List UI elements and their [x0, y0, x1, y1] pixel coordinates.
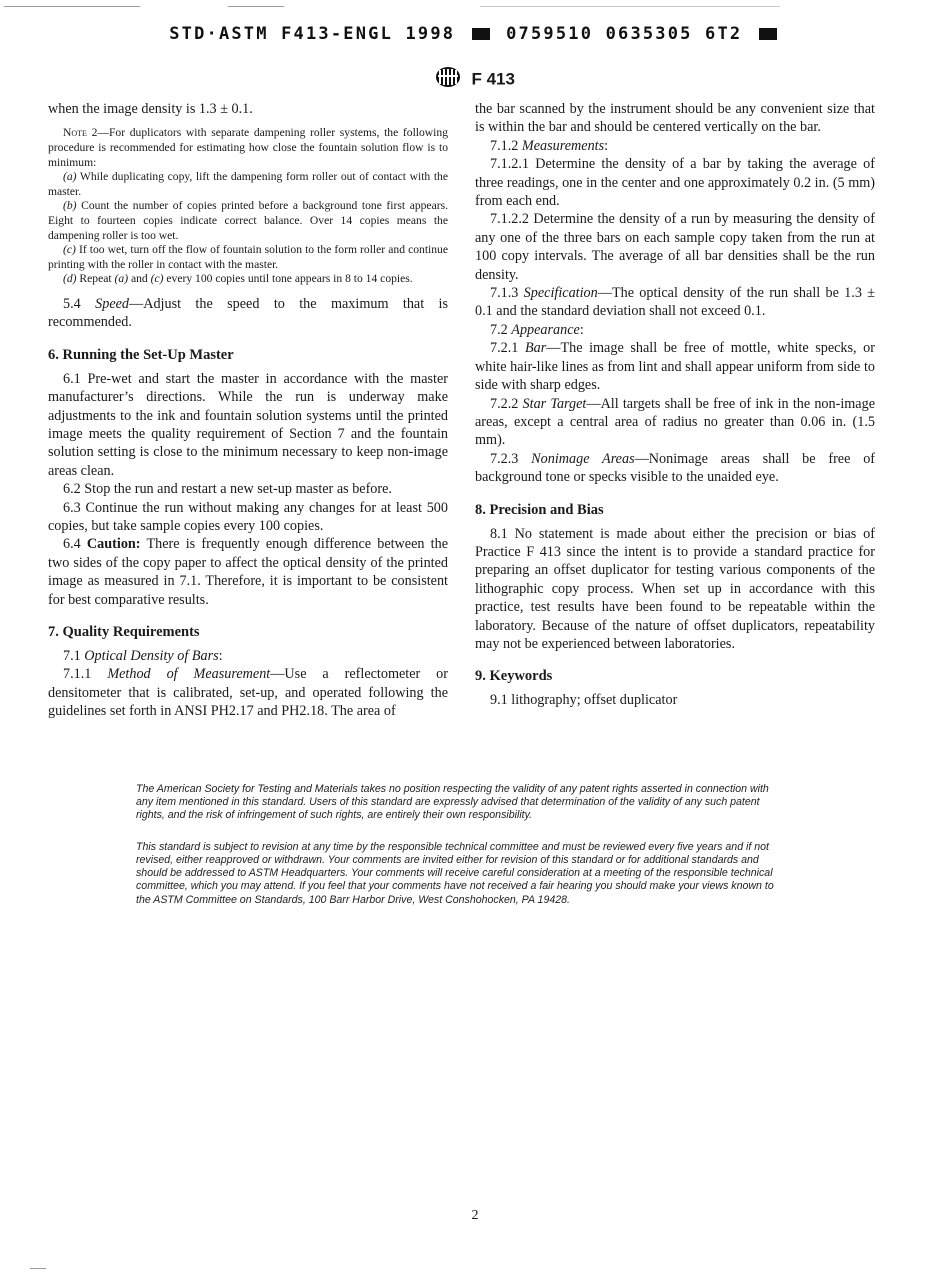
- para-text: —The image shall be free of mottle, white specks, or white hair-like lines as from lint and shall appear uniform from side to side with sharp edges.: [475, 340, 876, 394]
- para-number: 7.2: [490, 321, 512, 338]
- note-tag: (c): [63, 243, 76, 257]
- note-item-text: If too wet, turn off the flow of fountain solution to the form roller and continue printing with the roller in contact with the master.: [48, 243, 448, 271]
- std-identifier-a: STD·ASTM F413-ENGL 1998: [169, 24, 456, 44]
- scan-mark-top-right: [480, 6, 780, 7]
- note-tag: (a): [114, 272, 129, 286]
- paragraph-7-1-1: [48, 665, 448, 720]
- note-tag: (b): [63, 199, 77, 213]
- paragraph-7-2-1: [475, 339, 875, 394]
- paragraph-7-1: [48, 647, 448, 665]
- section-6-heading: 6. Running the Set-Up Master: [48, 346, 234, 363]
- paragraph-7-1-2-2: 7.1.2.2 Determine the density of a run by measuring the density of any one of the three bars on each sample copy taken from the run at 100 copy intervals. The average of all bar densities shall be the run density.: [475, 211, 875, 283]
- paragraph-7-1-3: [475, 284, 875, 321]
- para-term: Nonimage Areas: [531, 450, 635, 467]
- para-term: Star Target: [522, 395, 587, 412]
- para-number: 7.2.1: [490, 340, 525, 357]
- paragraph-7-1-2-1: 7.1.2.1 Determine the density of a bar by taking the average of three readings, one in the center and one approximately 0.2 in. (5 mm) from each end.: [475, 156, 875, 210]
- scan-mark-top-left: [4, 6, 140, 7]
- note-item-b: [48, 199, 448, 243]
- right-column: [475, 100, 875, 710]
- para-term: Speed: [95, 295, 130, 312]
- scan-mark-bottom-left: [30, 1268, 46, 1269]
- para-text: :: [218, 648, 223, 665]
- para-text: —Use a reflectometer or densitometer that is calibrated, set-up, and operated following the guidelines set forth in ANSI PH2.17 and PH2.18. The area of: [48, 666, 448, 720]
- std-identifier-line: [0, 24, 950, 44]
- paragraph-continued: the bar scanned by the instrument should be any convenient size that is within the bar and should be centered vertically on the bar.: [475, 101, 875, 136]
- barcode-block: [759, 28, 777, 40]
- note-item-text: Count the number of copies printed before a background tone first appears. Eight to fourteen copies indicate correct balance. Over 14 copies means the dampening roller is too wet.: [48, 199, 448, 242]
- para-term: Specification: [523, 285, 598, 302]
- note-item-text: Repeat: [76, 272, 115, 286]
- para-term: Bar: [524, 340, 547, 357]
- note-tag: (a): [63, 170, 77, 184]
- paragraph-lead: when the image density is 1.3 ± 0.1.: [48, 101, 253, 117]
- note-label: Note 2: [63, 126, 98, 140]
- paragraph-5-4: [48, 295, 448, 332]
- note-item-text: every 100 copies until tone appears in 8 to 14 copies.: [163, 272, 413, 286]
- patent-notice: The American Society for Testing and Materials takes no position respecting the validity of any patent rights asserted in connection with any item mentioned in this standard. Users of this standard are expressly advised that determination of the validity of any such patent rights, and the risk of infringement of such rights, are entirely their own responsibility.: [136, 782, 769, 822]
- barcode-block: [472, 28, 490, 40]
- para-number: 7.1.3: [490, 285, 524, 302]
- note-tag: (d): [63, 272, 77, 286]
- para-number: 7.1.2: [490, 137, 522, 154]
- designation-number: F 413: [471, 69, 515, 89]
- para-term: Optical Density of Bars: [84, 648, 219, 665]
- paragraph-8-1: 8.1 No statement is made about either the precision or bias of Practice F 413 since the intent is to provide a standard practice for preparing an offset duplicator for testing various components of the lithographic copy process. When set up in accordance with this practice, test results have been found to be repeatable within the laboratory. Because of the nature of offset duplicators, repeatability may not be experienced between laboratories.: [475, 525, 875, 652]
- revision-notice: This standard is subject to revision at any time by the responsible technical committee and must be reviewed every five years and if not revised, either reapproved or withdrawn. Your comments are invited either for revision of this standard or for additional standards and should be addressed to ASTM Headquarters. Your comments will receive careful consideration at a meeting of the responsible technical committee, which you may attend. If you feel that your comments have not received a fair hearing you should make your views known to the ASTM Committee on Standards, 100 Barr Harbor Drive, West Conshohocken, PA 19428.: [136, 840, 774, 906]
- section-9-heading: 9. Keywords: [475, 668, 553, 685]
- paragraph-6-2: 6.2 Stop the run and restart a new set-up master as before.: [63, 481, 392, 498]
- para-number: 6.4: [63, 536, 87, 553]
- note-2: [48, 126, 448, 170]
- caution-label: Caution:: [86, 536, 141, 553]
- astm-logo-icon: [435, 66, 461, 93]
- std-identifier-b: 0759510 0635305 6T2: [506, 24, 743, 44]
- para-term: Method of Measurement: [107, 666, 271, 683]
- note-tag: (c): [150, 272, 164, 286]
- paragraph-6-4: [48, 535, 448, 609]
- paragraph-7-2-3: [475, 450, 875, 487]
- paragraph-9-1: 9.1 lithography; offset duplicator: [490, 692, 678, 709]
- para-number: 7.1.1: [63, 666, 108, 683]
- para-text: —All targets shall be free of ink in the non-image areas, except a central area of radius no greater than 0.06 in. (1.5 mm).: [475, 395, 875, 449]
- paragraph-6-3: 6.3 Continue the run without making any changes for at least 500 copies, but take sample copies every 100 copies.: [48, 499, 448, 534]
- note-text: —For duplicators with separate dampening roller systems, the following procedure is recommended for estimating how close the fountain solution flow is to minimum:: [48, 126, 448, 169]
- para-text: There is frequently enough difference between the two sides of the copy paper to affect the optical density of the printed image as measured in 7.1. Therefore, it is important to be consistent for best comparative results.: [48, 536, 449, 608]
- para-text: —Adjust the speed to the maximum that is recommended.: [48, 295, 448, 331]
- para-number: 7.2.3: [490, 450, 532, 467]
- para-term: Measurements: [521, 137, 605, 154]
- paragraph-7-1-2: [475, 137, 875, 155]
- para-text: —Nonimage areas shall be free of background tone or specks visible to the unaided eye.: [475, 450, 876, 486]
- para-number: 5.4: [63, 295, 96, 312]
- section-8-heading: 8. Precision and Bias: [475, 501, 604, 518]
- left-column: [48, 100, 448, 721]
- para-number: 7.1: [63, 648, 85, 665]
- note-item-c: [48, 243, 448, 272]
- paragraph-6-1: 6.1 Pre-wet and start the master in accordance with the master manufacturer’s directions. While the run is underway make adjustments to the ink and fountain solution systems until the printed image meets the quality requirement of Section 7 and the fountain solution setting is close to the minimum necessary to keep non-image areas clean.: [48, 370, 448, 479]
- para-term: Appearance: [511, 321, 580, 338]
- note-item-d: [48, 272, 448, 287]
- page-header: [0, 66, 950, 93]
- section-7-heading: 7. Quality Requirements: [48, 624, 200, 641]
- para-text: —The optical density of the run shall be 1.3 ± 0.1 and the standard deviation shall not exceed 0.1.: [475, 285, 875, 320]
- para-number: 7.2.2: [490, 395, 523, 412]
- para-text: :: [579, 321, 584, 338]
- note-item-a: [48, 170, 448, 199]
- page-number: 2: [471, 1208, 479, 1223]
- para-text: :: [604, 137, 609, 154]
- note-item-text: and: [128, 272, 151, 286]
- scan-mark-top-mid: [228, 6, 284, 7]
- paragraph-7-2-2: [475, 395, 875, 450]
- paragraph-7-2: [475, 321, 875, 339]
- note-item-text: While duplicating copy, lift the dampening form roller out of contact with the master.: [48, 170, 448, 198]
